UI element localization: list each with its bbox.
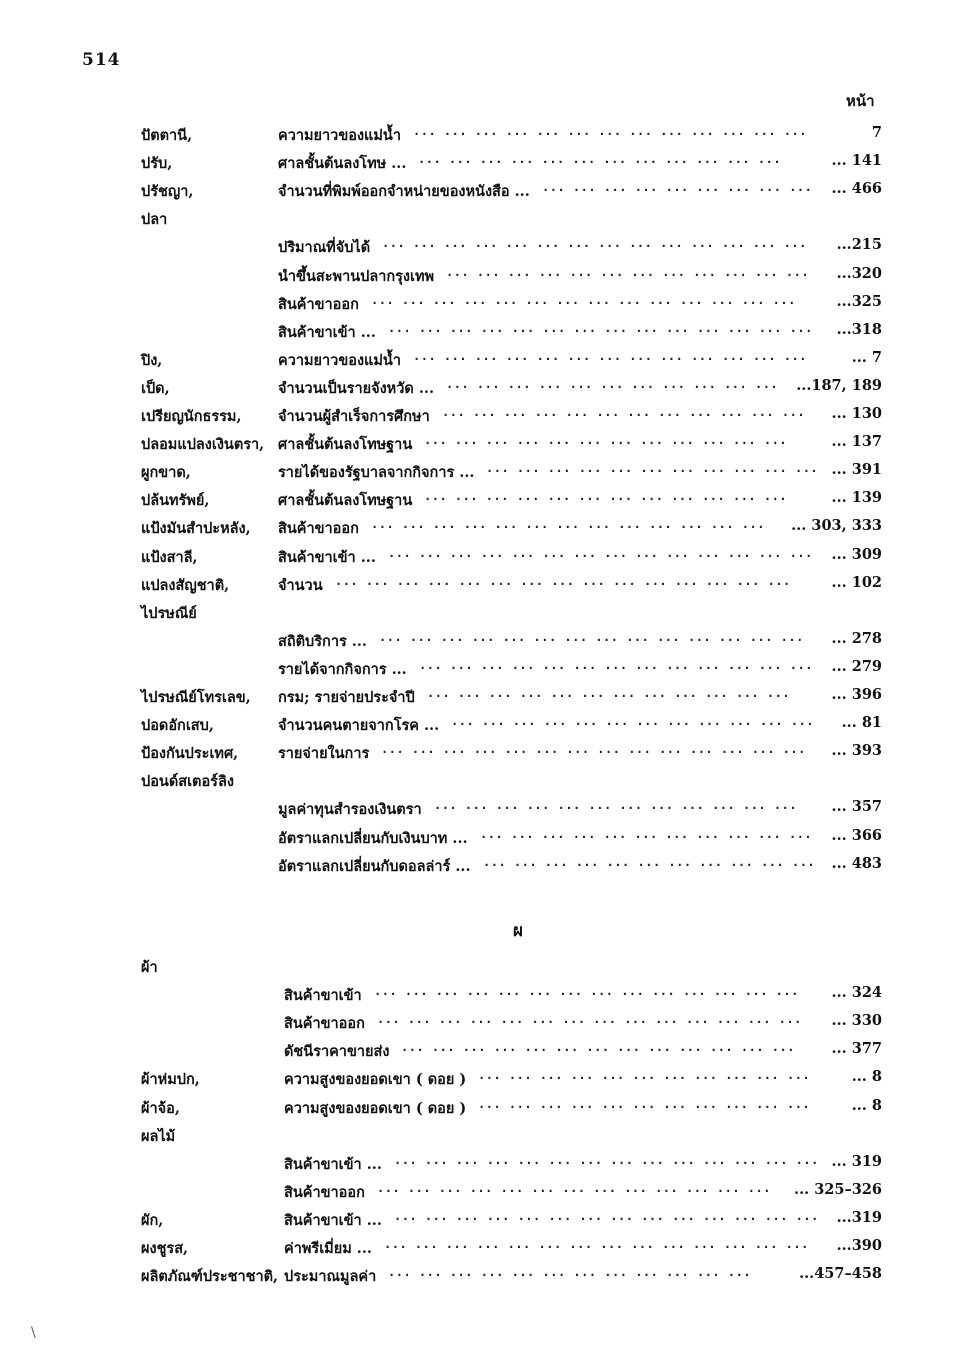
entry-page-ref: ... 377 <box>831 1040 882 1058</box>
leader-dots: ... ... ... ... ... ... ... ... ... ... ... <box>486 461 819 476</box>
leader-dots: ... ... ... ... ... ... ... ... ... ... ... ... ... ... <box>374 984 799 999</box>
entry-page-ref: ... 303, 333 <box>791 517 882 535</box>
leader-dots: ... ... ... ... ... ... ... ... ... ... ... <box>446 376 779 391</box>
leader-dots: ... ... ... ... ... ... ... ... ... ... ... ... ... ... <box>394 1152 819 1167</box>
leader-dots: ... ... ... ... ... ... ... ... ... ... ... ... <box>418 152 782 167</box>
entry-page-ref: ...318 <box>836 320 882 338</box>
leader-dots: ... ... ... ... ... ... ... ... ... ... ... ... ... ... <box>388 320 813 335</box>
entry-term: ผลไม้ <box>141 1127 176 1145</box>
entry-term: ผ้า <box>141 959 158 976</box>
entry-term: ปรับ, <box>141 155 173 173</box>
entry-topic: ค่าพรีเมี่ยม ... <box>284 1240 372 1257</box>
entry-topic: สถิติบริการ ... <box>278 632 367 650</box>
entry-term: ไปรษณีย์โทรเลข, <box>141 689 251 706</box>
entry-page-ref: ... 141 <box>831 152 882 170</box>
entry-term: แปลงสัญชาติ, <box>141 576 230 594</box>
leader-dots: ... ... ... ... ... ... ... ... ... <box>542 180 813 195</box>
entry-page-ref: ... 139 <box>831 489 882 507</box>
entry-topic: ความสูงของยอดเขา ( ดอย ) <box>284 1099 467 1117</box>
entry-term: ป้องกันประเทศ, <box>141 745 239 763</box>
entry-page-ref: ... 483 <box>831 854 882 872</box>
entry-page-ref: ...325 <box>836 292 882 310</box>
entry-page-ref: ... 130 <box>831 405 882 422</box>
index-entry <box>0 1209 966 1235</box>
entry-page-ref: ... 330 <box>831 1012 882 1030</box>
leader-dots: ... ... ... ... ... ... ... ... ... ... ... ... <box>446 264 810 279</box>
entry-page-ref: ... 391 <box>831 461 882 479</box>
index-entry <box>0 1181 966 1207</box>
index-entry <box>0 1237 966 1263</box>
entry-page-ref: ... 8 <box>851 1068 882 1086</box>
entry-topic: นำขึ้นสะพานปลากรุงเทพ <box>278 267 435 285</box>
entry-topic: สินค้าขาเข้า <box>284 987 362 1005</box>
entry-page-ref: ... 8 <box>851 1096 882 1114</box>
entry-topic: จำนวน <box>278 576 323 594</box>
entry-term: ปอดอักเสบ, <box>141 717 214 735</box>
entry-topic: อัตราแลกเปลี่ยนกับดอลล่าร์ ... <box>278 857 471 875</box>
index-entry <box>0 956 966 982</box>
entry-page-ref: ... 319 <box>831 1152 882 1170</box>
leader-dots: ... ... ... ... ... ... ... ... ... ... ... ... ... ... <box>394 1208 819 1223</box>
page-number: 514 <box>82 50 121 70</box>
entry-term: แป้งมันสำปะหลัง, <box>141 520 251 538</box>
entry-page-ref: ...215 <box>836 236 882 254</box>
leader-dots: ... ... ... ... ... ... ... ... ... ... ... ... ... <box>371 517 765 532</box>
entry-page-ref: ... 357 <box>831 798 882 816</box>
entry-term: ปัตตานี, <box>141 127 193 144</box>
index-entry <box>0 984 966 1010</box>
entry-page-ref: ... 324 <box>831 984 882 1002</box>
leader-dots: ... ... ... ... ... ... ... ... ... ... ... ... ... ... <box>371 292 796 307</box>
entry-topic: ความยาวของแม่น้ำ <box>278 127 401 144</box>
leader-dots: ... ... ... ... ... ... ... ... ... ... ... ... ... <box>419 657 813 672</box>
entry-topic: มูลค่าทุนสำรองเงินตรา <box>278 801 422 819</box>
entry-topic: สินค้าขาเข้า ... <box>284 1155 382 1173</box>
leader-dots: ... ... ... ... ... ... ... ... ... ... ... ... ... ... <box>381 742 806 757</box>
entry-topic: สินค้าขาเข้า ... <box>278 323 376 341</box>
entry-term: เปรียญนักธรรม, <box>141 408 242 425</box>
entry-term: ปอนด์สเตอร์ลิง <box>141 773 234 791</box>
leader-dots: ... ... ... ... ... ... ... ... ... ... ... ... <box>424 489 788 504</box>
leader-dots: ... ... ... ... ... ... ... ... ... ... ... ... <box>427 686 791 700</box>
entry-topic: กรม; รายจ่ายประจำปี <box>278 689 415 706</box>
index-entry <box>0 1068 966 1094</box>
leader-dots: ... ... ... ... ... ... ... ... ... ... ... ... ... ... <box>384 1237 809 1251</box>
section-letter: ผ <box>513 921 523 941</box>
leader-dots: ... ... ... ... ... ... ... ... ... ... ... ... ... <box>377 1180 771 1195</box>
entry-term: ผ้าห่มปก, <box>141 1071 200 1089</box>
entry-topic: ปริมาณที่จับได้ <box>278 239 371 257</box>
entry-term: ปล้นทรัพย์, <box>141 492 210 510</box>
entry-topic: จำนวนเป็นรายจังหวัด ... <box>278 379 434 397</box>
entry-topic: รายได้ของรัฐบาลจากกิจการ ... <box>278 464 475 482</box>
leader-dots: ... ... ... ... ... ... ... ... ... ... ... ... ... ... <box>379 629 804 644</box>
entry-term: ผงชูรส, <box>141 1240 189 1257</box>
entry-topic: ดัชนีราคาขายส่ง <box>284 1043 390 1061</box>
entry-topic: สินค้าขาออก <box>284 1015 365 1033</box>
leader-dots: ... ... ... ... ... ... ... ... ... ... ... ... ... ... <box>388 545 813 560</box>
entry-page-ref: ... 366 <box>831 826 882 844</box>
entry-topic: ประมาณมูลค่า <box>284 1268 377 1286</box>
index-entry <box>0 1012 966 1038</box>
entry-topic: ความสูงของยอดเขา ( ดอย ) <box>284 1071 467 1089</box>
index-entry <box>0 1153 966 1179</box>
entry-page-ref: ... 7 <box>851 348 882 366</box>
entry-page-ref: ...319 <box>836 1208 882 1226</box>
entry-term: ผ้าจ้อ, <box>141 1099 180 1117</box>
entry-topic: ศาลชั้นต้นลงโทษฐาน <box>278 436 413 454</box>
entry-page-ref: ... 309 <box>831 545 882 563</box>
entry-page-ref: ... 279 <box>831 657 882 675</box>
leader-dots: ... ... ... ... ... ... ... ... ... ... ... ... ... <box>413 124 807 138</box>
entry-page-ref: ...457–458 <box>799 1265 882 1283</box>
index-entry <box>0 1097 966 1123</box>
leader-dots: ... ... ... ... ... ... ... ... ... ... ... ... <box>451 714 815 729</box>
entry-topic: สินค้าขาออก <box>284 1183 365 1201</box>
entry-topic: ศาลชั้นต้นลงโทษ ... <box>278 155 407 173</box>
entry-term: ผูกขาด, <box>141 464 191 482</box>
entry-page-ref: ...187, 189 <box>796 376 882 394</box>
entry-topic: ความยาวของแม่น้ำ <box>278 351 401 369</box>
entry-topic: สินค้าขาออก <box>278 295 359 313</box>
entry-page-ref: ... 396 <box>831 686 882 703</box>
leader-dots: ... ... ... ... ... ... ... ... ... ... ... ... <box>424 433 788 448</box>
entry-term: แป้งสาลี, <box>141 548 198 566</box>
entry-page-ref: 7 <box>871 124 882 141</box>
entry-term: เป็ด, <box>141 379 170 397</box>
entry-page-ref: ... 137 <box>831 433 882 451</box>
entry-page-ref: ... 81 <box>841 714 882 732</box>
entry-term: ผลิตภัณฑ์ประชาชาติ, <box>141 1268 279 1286</box>
leader-dots: ... ... ... ... ... ... ... ... ... ... ... <box>480 826 813 841</box>
leader-dots: ... ... ... ... ... ... ... ... ... ... ... <box>483 854 816 869</box>
entry-term: ผัก, <box>141 1211 164 1229</box>
entry-topic: จำนวนคนตายจากโรค ... <box>278 717 440 735</box>
entry-topic: รายจ่ายในการ <box>278 745 370 763</box>
entry-topic: จำนวนผู้สำเร็จการศึกษา <box>278 408 430 425</box>
entry-term: ไปรษณีย์ <box>141 604 197 622</box>
leader-dots: ... ... ... ... ... ... ... ... ... ... ... ... ... ... ... <box>335 573 791 588</box>
scan-mark: \ <box>31 1325 36 1341</box>
entry-page-ref: ... 278 <box>831 629 882 647</box>
entry-term: ปิง, <box>141 351 163 369</box>
leader-dots: ... ... ... ... ... ... ... ... ... ... ... ... <box>442 405 806 419</box>
entry-topic: สินค้าขาเข้า ... <box>284 1211 382 1229</box>
index-entry <box>0 1125 966 1151</box>
entry-page-ref: ...390 <box>836 1237 882 1254</box>
entry-page-ref: ... 102 <box>831 573 882 591</box>
index-entry <box>0 1040 966 1066</box>
leader-dots: ... ... ... ... ... ... ... ... ... ... ... <box>478 1096 811 1111</box>
entry-page-ref: ... 393 <box>831 742 882 760</box>
entry-page-ref: ... 466 <box>831 180 882 198</box>
entry-term: ปลอมแปลงเงินตรา, <box>141 436 265 454</box>
entry-topic: รายได้จากกิจการ ... <box>278 660 407 678</box>
leader-dots: ... ... ... ... ... ... ... ... ... ... ... ... ... ... <box>377 1012 802 1027</box>
entry-topic: จำนวนที่พิมพ์ออกจำหน่ายของหนังสือ ... <box>278 183 530 201</box>
leader-dots: ... ... ... ... ... ... ... ... ... ... ... ... <box>434 798 798 813</box>
leader-dots: ... ... ... ... ... ... ... ... ... ... ... ... ... <box>401 1040 795 1055</box>
entry-topic: อัตราแลกเปลี่ยนกับเงินบาท ... <box>278 829 468 847</box>
entry-topic: สินค้าขาออก <box>278 520 359 538</box>
entry-page-ref: ... 325–326 <box>794 1180 882 1198</box>
leader-dots: ... ... ... ... ... ... ... ... ... ... ... ... ... <box>413 348 807 363</box>
entry-term: ปลา <box>141 211 168 229</box>
entry-topic: สินค้าขาเข้า ... <box>278 548 376 566</box>
entry-topic: ศาลชั้นต้นลงโทษฐาน <box>278 492 413 510</box>
index-entry <box>0 1265 966 1291</box>
leader-dots: ... ... ... ... ... ... ... ... ... ... ... ... <box>388 1265 752 1280</box>
leader-dots: ... ... ... ... ... ... ... ... ... ... ... <box>478 1068 811 1083</box>
leader-dots: ... ... ... ... ... ... ... ... ... ... ... ... ... ... <box>382 236 807 251</box>
page-column-header: หน้า <box>846 92 875 110</box>
entry-term: ปรัชญา, <box>141 183 194 201</box>
entry-page-ref: ...320 <box>836 264 882 282</box>
